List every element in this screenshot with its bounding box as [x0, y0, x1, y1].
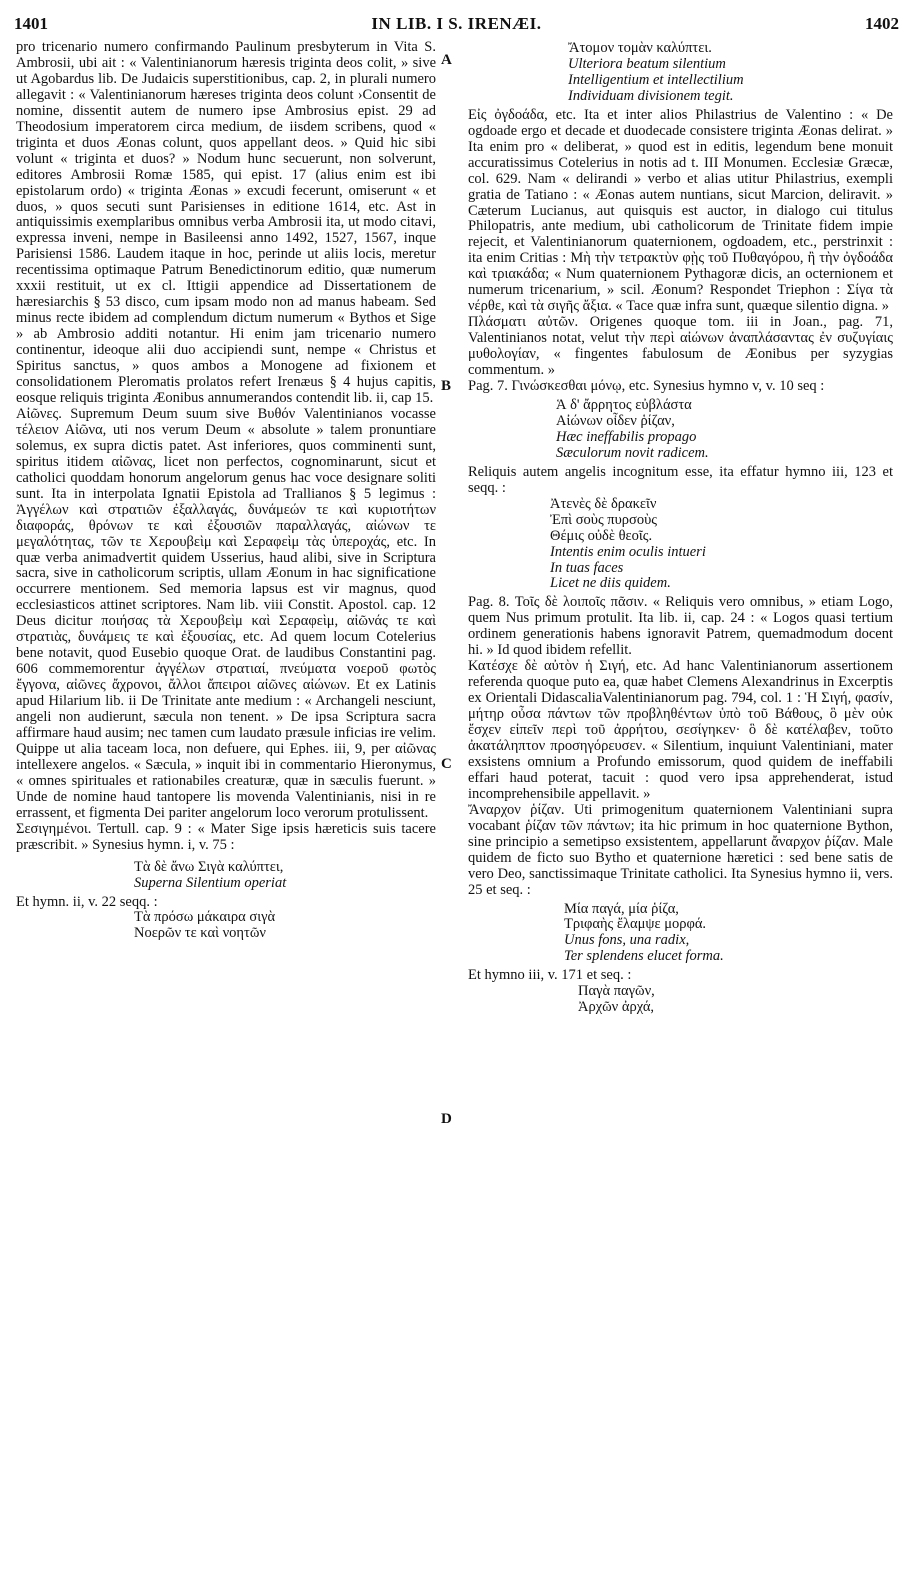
margin-marker-c: C	[441, 756, 452, 772]
verse-line: Ἁ δ' ἄρρητος εὐβλάστα	[556, 396, 692, 413]
paragraph: Pag. 8. Τοῖς δὲ λοιποῖς πᾶσιν. « Reliquis vero omnibus, » etiam Logo, quem Nus primum protulit. Ita lib. ii, cap. 24 : « Logos quasi tertium ordinem generationis habens ignoravit Patrem, quemadmodum docent hi. » Id quod ibidem refellit.	[468, 594, 893, 659]
verse-line: Παγὰ παγῶν,	[578, 983, 655, 1000]
verse-quote	[16, 910, 436, 942]
verse-line: Intentis enim oculis intueri	[550, 543, 706, 560]
verse-line: Νοερῶν τε καὶ νοητῶν	[134, 925, 266, 942]
paragraph: Σεσιγημένοι. Tertull. cap. 9 : « Mater Sige ipsis hæreticis suis tacere præscribit. » Synesius hymn. i, v. 75 :	[16, 820, 436, 853]
paragraph: Εἰς ὀγδοάδα, etc. Ita et inter alios Philastrius de Valentino : « De ogdoade ergo et decade et duodecade consistere triginta Æonas delirat. » Ita enim pro « deliberat, » quod est in editis, legendum bene monuit accuratissimus Cotelerius in notis ad t. III Monumen. Ecclesiæ Græcæ, col. 629. Nam « delirandi » verbo et alias utitur Philastrius, exempli gratia de Tatiano : « Æonas autem nuntians, sicut Marcion, deliravit. » Cæterum Lucianus, aut quisquis est auctor, in dialogo cui titulus Philopatris, ante medium, ubi catholicorum de Trinitate fidem impie rejecit, et Valentinianorum quaternionem, ogdoadem, etc., perstrinxit : ita enim Critias : Μὴ τὴν τετρακτὺν φῂς τοῦ Πυθαγόρου, ἢ τὴν ὀγδοάδα καὶ τριακάδα; « Num quaternionem Pythagoræ dicis, an octernionem et numerum tricenarium, » scil. Æonum? Respondet Triephon : Σίγα τὰ νέρθε, καὶ τὰ σιγῆς ἄξια. « Tace quæ infra sunt, quæque silentio digna. »	[468, 106, 893, 315]
verse-line: Hæc ineffabilis propago	[556, 428, 697, 445]
verse-quote	[468, 902, 893, 966]
verse-line: Ἄτομον τομὰν καλύπτει.	[568, 40, 712, 56]
paragraph: Et hymno iii, v. 171 et seq. :	[468, 967, 632, 984]
verse-line: Τὰ πρόσω μάκαιρα σιγὰ	[134, 909, 276, 926]
paragraph: Et hymn. ii, v. 22 seqq. :	[16, 893, 158, 910]
paragraph: Αἰῶνες. Supremum Deum suum sive Βυθόν Valentinianos vocasse τέλειον Αἰῶνα, uti nos verum Deum « absolute » talem pronuntiare solemus, ex supra dictis patet. Ast inferiores, quos comminenti sunt, spiritus itidem αἰῶνας, licet non perfectos, cognominarunt, sicut et catholici quoddam honorum angelorum genus hac voce designare soliti sunt. Ita in interpolata Ignatii Epistola ad Trallianos § 5 legimus : Ἀγγέλων καὶ στρατιῶν ἐξαλλαγάς, δυνάμεών τε καὶ κυριοτήτων διαφοράς, θρόνων τε καὶ ἐξουσιῶν παραλλαγάς, αἰώνων τε μεγαλότητας, τῶν τε Χερουβεὶμ καὶ Σεραφεὶμ τὰς ὑπεροχάς, etc. In quæ verba animadvertit quidem Usserius, haud alibi, sive in Scriptura sacra, sive in catholicorum scriptis, ullam Æonum in hac significatione occurrere mentionem. Sed memoria lapsus est vir magnus, quod ecclesiasticos attinet scriptores. Nam lib. viii Constit. Apostol. cap. 12 Deus dicitur ποιήσας τὰ Χερουβεὶμ καὶ Σεραφεὶμ, αἰῶνάς τε καὶ στρατιὰς, δυνάμεις τε καὶ ἐξουσίας, etc. Ad quem locum Cotelerius bene notavit, quod Eusebio quoque Orat. de laudibus Constantini pag. 606 commemorentur ἀγγέλων στρατιαί, πνεύματα νοεροῦ φωτὸς ἔγγονα, αἰῶνες ἄχρονοι, ἄλλοι ἄπειροι αἰῶνες αἰώνων. Et ex Latinis apud Hilarium lib. ii De Trinitate ante medium : « Archangeli nesciunt, angeli non audierunt, sæcula non tenent. » De ipsa Scriptura sacra affirmare haud ausim; nec tamen cum laudato præsule inficias ire velim. Quippe ut alia taceam loca, non defuere, qui Ephes. iii, 9, per αἰῶνας intellexere angelos. « Sæcula, » inquit ibi in commentario Hieronymus, « omnes spirituales et rationabiles creaturæ, quæ in sæculis fuerunt. » Unde de nomine haud tantopere lis movenda Valentinianis, nisi in re errassent, et figmenta Dei pariter angelorum loco verorum protulissent.	[16, 405, 436, 821]
margin-marker-b: B	[441, 378, 452, 394]
running-header	[14, 8, 899, 38]
verse-line: Ἀτενὲς δὲ δρακεῖν	[550, 495, 657, 512]
paragraph: pro tricenario numero confirmando Paulinum presbyterum in Vita S. Ambrosii, ubi ait : « Valentinianorum hæresis triginta deos colit, » sive ut Agobardus lib. De Judaicis superstitionibus, cap. 2, in plurali numero allegavit : « Valentinianorum hæreses triginta deos colunt ›Consentit de nomine, dissentit autem de numero ipse Ambrosius epist. 29 ad Theodosium imperatorem circa medium, de iisdem scribens, quod « triginta et duos Æonas colunt, quos appellant deos. » Quid hic sibi volunt « triginta et duos? » Nodum hunc secuerunt, non solverunt, editores Ambrosii Romæ 1585, qui epist. 17 (alius enim est ibi epistolarum ordo) « triginta Æonas » excudi fecerunt, omiserunt « et duos, » quos secuti sunt Parisienses in editione 1614, etc. Ast in antiquissimis exemplaribus omnibus verba Ambrosii ita, ut modo citavi, expressa inveni, nempe in Basileensi anno 1492, 1527, 1567, inque Parisiensi 1586. Laudem itaque in hoc, perinde ut aliis locis, meretur recentissima optimaque Patrum Benedictinorum editio, quæ numerum xxxii restituit, ut ex cl. Ittigii appendice ad Dissertationem de hæresiarchis § 53 disco, cum ipsam modo non ad manus habeam. Sed minus recte ibidem ad complendum dictum numerum « Bythos et Sige » ab Ambrosio additi notantur. Hi enim jam tricenario numero continentur, ideoque alii duo accipiendi sunt, nempe « Christus et Spiritus sanctus, » quos ambos a Monogene ad fixionem et consolidationem Pleromatis prolatos refert Irenæus § 4 hujus capitis, eosque reliquis triginta Æonibus annumerandos contendit lib. ii, cap 15.	[16, 39, 436, 406]
verse-line: Superna Silentium operiat	[134, 874, 287, 891]
verse-line: Licet ne diis quidem.	[550, 575, 671, 592]
margin-marker-d: D	[441, 1111, 452, 1127]
verse-line: Ἀρχῶν ἀρχά,	[578, 999, 655, 1016]
verse-line: Ἐπὶ σοὺς πυρσοὺς	[550, 511, 658, 528]
verse-line: Ulteriora beatum silentium	[568, 55, 726, 72]
page-number-left: 1401	[14, 14, 48, 33]
verse-line: Θέμις οὐδὲ θεοῖς.	[550, 527, 653, 544]
verse-line: Μία παγά, μία ῥίζα,	[564, 900, 679, 917]
verse-quote	[468, 41, 893, 105]
verse-quote	[468, 984, 893, 1016]
left-column	[16, 40, 436, 942]
right-column	[468, 40, 893, 1016]
verse-line: Τὰ δὲ ἄνω Σιγὰ καλύπτει,	[134, 858, 284, 875]
verse-line: Ter splendens elucet forma.	[564, 948, 724, 965]
page-number-right: 1402	[865, 14, 899, 33]
paragraph: Pag. 7. Γινώσκεσθαι μόνῳ, etc. Synesius hymno v, v. 10 seq :	[468, 378, 825, 395]
verse-line: Intelligentium et intellectilium	[568, 71, 744, 88]
verse-line: Individuam divisionem tegit.	[568, 87, 734, 104]
verse-quote	[16, 860, 436, 892]
verse-line: Τριφαὴς ἔλαμψε μορφά.	[564, 916, 707, 933]
running-title: IN LIB. I S. IRENÆI.	[371, 14, 542, 33]
paragraph: Κατέσχε δὲ αὐτὸν ἡ Σιγή, etc. Ad hanc Valentinianorum assertionem referenda quoque puto ea, quæ habet Clemens Alexandrinus in Excerptis ex Orientali DidascaliaValentinianorum pag. 794, col. 1 : Ἡ Σιγή, φασίν, μήτηρ οὖσα πάντων τῶν προβληθέντων ὑπὸ τοῦ Βάθους, ὃ μὲν οὐκ ἔσχεν εἰπεῖν περὶ τοῦ ἀρρήτου, σεσίγηκεν· ὃ δὲ κατέλαβεν, τοῦτο ἀκατάληπτον προσηγόρευσεν. « Silentium, inquiunt Valentiniani, mater exsistens omnium a Profundo emissorum, quod quidem de ineffabili effari haud poterat, tacuit : quod vero ipsa apprehenderat, istud incomprehensibile appellavit. »	[468, 658, 893, 802]
paragraph: Reliquis autem angelis incognitum esse, ita effatur hymno iii, 123 et seqq. :	[468, 463, 893, 496]
verse-quote	[468, 398, 893, 462]
verse-quote	[468, 497, 893, 593]
verse-line: Unus fons, una radix,	[564, 932, 690, 949]
margin-marker-a: A	[441, 52, 452, 68]
verse-line: Sæculorum novit radicem.	[556, 444, 709, 461]
verse-line: In tuas faces	[550, 559, 624, 576]
paragraph: Πλάσματι αὐτῶν. Origenes quoque tom. iii in Joan., pag. 71, Valentinianos notat, velut τὴν περὶ αἰώνων ἀναπλάσαντας ἐν συζυγίαις μυθολογίαν, « fingentes fabulosum de Æonibus per syzygias commentum. »	[468, 314, 893, 379]
paragraph: Ἄναρχον ῥίζαν. Uti primogenitum quaternionem Valentiniani supra vocabant ῥίζαν τῶν πάντων; ita hic primum in hoc quaternione Bython, sine principio a semetipso exsistentem, appellarunt ἄναρχον ῥίζαν. Male quidem de ficto suo Bytho et quaternione hæretici : sed bene satis de vero Deo, sanctissimaque Trinitate catholici. Ita Synesius hymno ii, vers. 25 et seq. :	[468, 801, 893, 898]
verse-line: Αἰώνων οἶδεν ῥίζαν,	[556, 412, 675, 429]
